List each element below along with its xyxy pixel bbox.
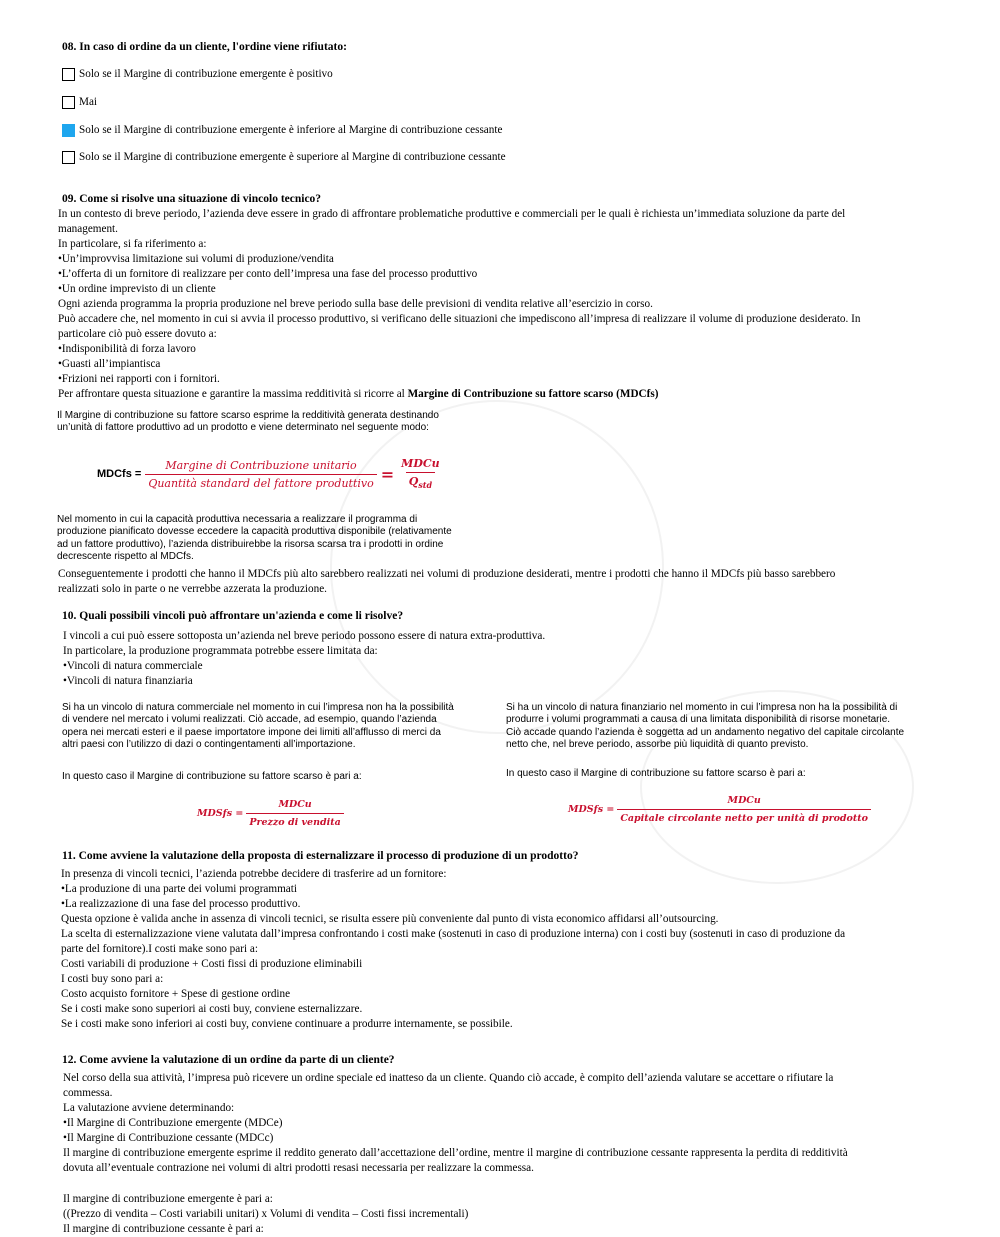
bullet-item: •Il Margine di Contribuzione cessante (MDCc) — [63, 1132, 274, 1144]
bullet-item: •La realizzazione di una fase del processo produttivo. — [61, 898, 301, 910]
commercial-formula: MDSfs = $\frac{\text{MDCu}}{\text{Prezzo di vendita}}$ — [197, 797, 344, 830]
commercial-case-text: In questo caso il Margine di contribuzione su fattore scarso è pari a: — [62, 771, 362, 782]
text-line: In particolare, si fa riferimento a: — [58, 238, 207, 250]
financial-case-text: In questo caso il Margine di contribuzione su fattore scarso è pari a: — [506, 768, 806, 779]
q10-body: I vincoli a cui può essere sottoposta un’azienda nel breve periodo possono essere di natura extra-produttiva. In particolare, la produzione programmata potrebbe essere limitata da: •Vincoli di natura commerciale •Vincoli di natura finanziaria — [63, 629, 963, 689]
text-line: management. — [58, 223, 118, 235]
question-11-title: 11. Come avviene la valutazione della proposta di esternalizzare il processo di produzione di un prodotto? — [62, 850, 579, 862]
mdcfs-formula: MDCfs = $\frac{\text{Margine di Contribuzione unitario}}{\text{Quantità standard del fattore produttivo}}$ = $\frac{\text{MDCu}}{Q_{std}}$ — [97, 456, 443, 493]
bullet-item: •La produzione di una parte dei volumi programmati — [61, 883, 297, 895]
text-line: Può accadere che, nel momento in cui si avvia il processo produttivo, si verificano delle situazioni che impediscono all’impresa di realizzare il volume di produzione desiderato. In — [58, 313, 861, 325]
financial-constraint-box: Si ha un vincolo di natura finanziario nel momento in cui l’impresa non ha la possibilità di produrre i volumi programmati a causa di una limitata disponibilità di risorse monetarie. Ciò accade quando l’azienda è soggetta ad un andamento negativo del capitale circolante netto che, nel breve periodo, assorbe più liquidità di quanto previsto. — [506, 702, 905, 751]
q09-conclusion: Conseguentemente i prodotti che hanno il MDCfs più alto sarebbero realizzati nei volumi di produzione desiderati, mentre i prodotti che hanno il MDCfs più basso sarebbero realizzati solo in parte o ne verrebbe azzerata la produzione. — [58, 568, 836, 595]
question-10-title: 10. Quali possibili vincoli può affrontare un'azienda e come li risolve? — [62, 610, 404, 622]
bullet-item: •Indisponibilità di forza lavoro — [58, 343, 196, 355]
option-label: Solo se il Margine di contribuzione emergente è superiore al Margine di contribuzione cessante — [79, 151, 506, 163]
option-label: Solo se il Margine di contribuzione emergente è inferiore al Margine di contribuzione cessante — [79, 124, 503, 136]
mdcfs-explanation: Nel momento in cui la capacità produttiva necessaria a realizzare il programma di produzione pianificato dovesse eccedere la capacità produttiva disponibile (relativamente ad un fattore produttivo), l’azienda distribuirebbe la risorsa scarsa tra i prodotti in ordine decrescente rispetto al MDCfs. — [57, 514, 452, 563]
q08-option-1[interactable] — [62, 67, 333, 82]
checkbox[interactable] — [62, 96, 75, 109]
q08-option-2[interactable] — [62, 95, 97, 110]
option-label: Mai — [79, 96, 98, 108]
bullet-item: •Il Margine di Contribuzione emergente (MDCe) — [63, 1117, 283, 1129]
financial-formula: MDSfs = $\frac{\text{MDCu}}{\text{Capitale circolante netto per unità di prodotto}}$ — [568, 793, 871, 826]
text-line: particolare ciò può essere dovuto a: — [58, 328, 217, 340]
q11-body: In presenza di vincoli tecnici, l’azienda potrebbe decidere di trasferire ad un fornitore: •La produzione di una parte dei volumi programmati •La realizzazione di una fase del processo produttivo. Questa opzione è valida anche in assenza di vincoli tecnici, se risulta essere più conveniente dal punto di vista economico affidarsi all’outsourcing. La scelta di esternalizzazione viene valutata dall’impresa confrontando i costi make (sostenuti in caso di produzione interna) con i costi buy (sostenuti in caso di produzione da parte del fornitore).I costi make sono pari a: Costi variabili di produzione + Costi fissi di produzione eliminabili I costi buy sono pari a: Costo acquisto fornitore + Spese di gestione ordine Se i costi make sono superiori ai costi buy, conviene esternalizzare. Se i costi make sono inferiori ai costi buy, conviene continuare a produrre internamente, se possibile. — [61, 867, 981, 1032]
bold-term: Margine di Contribuzione su fattore scarso (MDCfs) — [407, 388, 659, 400]
checkbox[interactable] — [62, 68, 75, 81]
bullet-item: •Vincoli di natura finanziaria — [63, 675, 193, 687]
question-08-title: 08. In caso di ordine da un cliente, l'ordine viene rifiutato: — [62, 41, 347, 53]
q12-body: Nel corso della sua attività, l’impresa può ricevere un ordine speciale ed inatteso da un cliente. Quando ciò accade, è compito dell’azienda valutare se accettare o rifiutare la commessa. La valutazione avviene determinando: •Il Margine di Contribuzione emergente (MDCe) •Il Margine di Contribuzione cessante (MDCc) Il margine di contribuzione emergente esprime il reddito generato dall’accettazione dell’ordine, mentre il margine di contribuzione cessante rappresenta la perdita di redditività dovuta all’eventuale contrazione nei volumi di altri prodotti resasi necessaria per realizzare la commessa. — [63, 1071, 983, 1176]
checkbox[interactable] — [62, 151, 75, 164]
q08-option-4[interactable] — [62, 150, 506, 165]
q08-option-3[interactable] — [62, 123, 502, 138]
bullet-item: •Frizioni nei rapporti con i fornitori. — [58, 373, 220, 385]
q12-tail: Il margine di contribuzione emergente è pari a: ((Prezzo di vendita – Costi variabili unitari) x Volumi di vendita – Costi fissi incrementali) Il margine di contribuzione cessante è pari a: — [63, 1193, 469, 1235]
option-label: Solo se il Margine di contribuzione emergente è positivo — [79, 68, 333, 80]
question-12-title: 12. Come avviene la valutazione di un ordine da parte di un cliente? — [62, 1054, 395, 1066]
commercial-constraint-box: Si ha un vincolo di natura commerciale nel momento in cui l’impresa non ha la possibilità di vendere nel mercato i volumi realizzati. Ciò accade, ad esempio, quando l’azienda opera nei mercati esteri e il paese importatore impone dei limiti all’afflusso di merci da altri paesi con l’utilizzo di dazi o contingentamenti all’importazione. — [62, 702, 454, 751]
checkbox-checked[interactable] — [62, 124, 75, 137]
question-09-title: 09. Come si risolve una situazione di vincolo tecnico? — [62, 193, 322, 205]
bullet-item: •L’offerta di un fornitore di realizzare per conto dell’impresa una fase del processo produttivo — [58, 268, 478, 280]
bullet-item: •Guasti all’impiantisca — [58, 358, 161, 370]
text-line: In un contesto di breve periodo, l’azienda deve essere in grado di affrontare problematiche produttive e commerciali per le quali è richiesta un’immediata soluzione da parte del — [58, 208, 846, 220]
q09-body — [58, 207, 978, 402]
mdcfs-definition: Il Margine di contribuzione su fattore scarso esprime la redditività generata destinando un’unità di fattore produttivo ad un prodotto e viene determinato nel seguente modo: — [57, 410, 439, 434]
text-line: Per affrontare questa situazione e garantire la massima redditività si ricorre al Margine di Contribuzione su fattore scarso (MDCfs) — [58, 388, 659, 400]
bullet-item: •Un ordine imprevisto di un cliente — [58, 283, 216, 295]
bullet-item: •Un’improvvisa limitazione sui volumi di produzione/vendita — [58, 253, 334, 265]
bullet-item: •Vincoli di natura commerciale — [63, 660, 203, 672]
text-line: Ogni azienda programma la propria produzione nel breve periodo sulla base delle previsioni di vendita relative all’esercizio in corso. — [58, 298, 653, 310]
